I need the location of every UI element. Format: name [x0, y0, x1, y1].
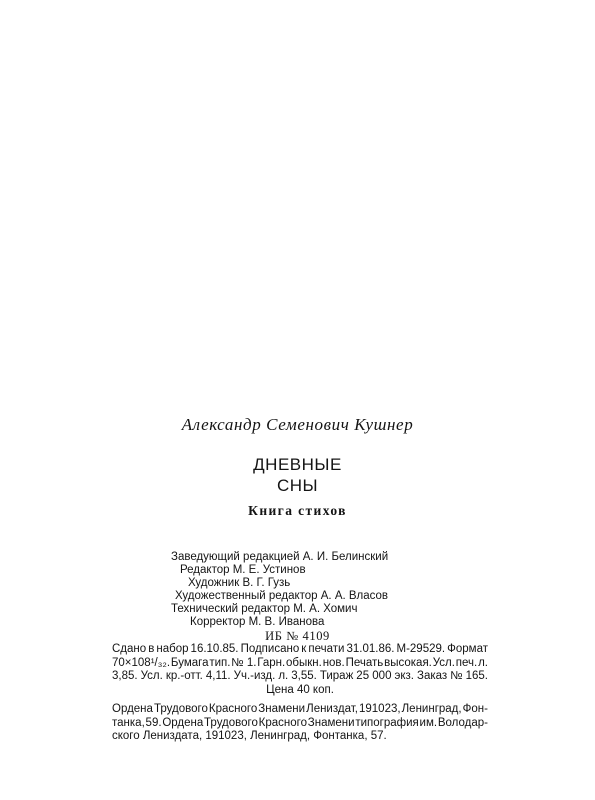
publisher-word: Трудового — [154, 703, 208, 715]
imprint-block — [112, 643, 488, 744]
print-word: Тираж — [319, 670, 354, 682]
print-word: к — [301, 643, 307, 655]
publisher-word: Красного — [258, 716, 307, 729]
publisher-word: Ордена — [112, 703, 153, 715]
print-word: тип. — [209, 656, 231, 669]
publisher-word: танка, — [112, 716, 145, 729]
book-title-line-1: ДНЕВНЫЕ — [253, 455, 342, 474]
publisher-word: 191023, — [358, 703, 401, 715]
print-info-line-3 — [112, 670, 488, 684]
publisher-word: Лениздат, — [306, 703, 358, 715]
print-word: 4,11. — [205, 670, 231, 682]
print-word: Формат — [447, 643, 488, 655]
print-word: обыкн. — [286, 656, 322, 669]
print-word: Подписано — [240, 643, 300, 655]
print-word: нов. — [322, 656, 345, 669]
print-word: 3,85. — [112, 670, 138, 682]
print-word: № — [450, 670, 463, 682]
print-word: кр.-отт. — [165, 670, 203, 682]
price-line — [112, 684, 488, 698]
print-word: Бумага — [170, 656, 209, 669]
publisher-line-3 — [112, 730, 488, 744]
credit-artist: Художник В. Г. Гузь — [188, 577, 291, 589]
credit-technical-editor: Технический редактор М. А. Хомич — [171, 603, 358, 615]
credit-managing-editor: Заведующий редакцией А. И. Белинский — [171, 551, 389, 563]
publisher-word: Знамени — [258, 703, 306, 715]
book-title-line-2: СНЫ — [276, 476, 319, 495]
print-word: Печать — [345, 656, 384, 669]
publisher-word: Знамени — [307, 716, 355, 729]
print-word: Усл. — [432, 656, 455, 669]
publisher-word: типография — [355, 716, 419, 729]
print-word: М-29529. — [396, 643, 446, 655]
print-info-line-1 — [112, 643, 488, 657]
print-word: 3,55. — [291, 670, 317, 682]
print-word: л. — [478, 656, 488, 669]
print-word: высокая. — [384, 656, 432, 669]
print-info-line-2 — [112, 657, 488, 671]
print-word: Уч.-изд. — [233, 670, 276, 682]
publisher-word: Ордена — [162, 716, 204, 729]
credit-art-editor: Художественный редактор А. А. Власов — [175, 590, 389, 602]
publisher-line-1 — [112, 703, 488, 717]
publisher-word: Фон- — [462, 703, 488, 715]
print-word: 31.01.86. — [346, 643, 395, 655]
print-word: печати — [308, 643, 345, 655]
publisher-word: Трудового — [204, 716, 258, 729]
book-subtitle: Книга стихов — [248, 503, 347, 518]
print-word: экз. — [394, 670, 414, 682]
print-word: л. — [278, 670, 289, 682]
publisher-word: им. — [419, 716, 438, 729]
publisher-word: 59. — [145, 716, 162, 729]
publisher-word: Ленинград, — [401, 703, 462, 715]
editorial-credits — [170, 551, 470, 629]
print-word: Гарн. — [257, 656, 286, 669]
price-text: Цена 40 коп. — [266, 683, 334, 696]
print-word: печ. — [455, 656, 478, 669]
print-word: Заказ — [417, 670, 448, 682]
publisher-line-2 — [112, 717, 488, 731]
print-word: Усл. — [140, 670, 163, 682]
print-word: в — [148, 643, 155, 655]
print-word: 25 000 — [356, 670, 392, 682]
publisher-address: ского Лениздата, 191023, Ленинград, Фонтанка, 57. — [112, 730, 387, 742]
publisher-word: Володар- — [437, 716, 488, 729]
credit-editor: Редактор М. Е. Устинов — [180, 564, 306, 576]
print-word: 165. — [465, 670, 488, 682]
print-word: набор — [156, 643, 189, 655]
credit-proofreader: Корректор М. В. Иванова — [190, 616, 325, 628]
print-word: № 1. — [231, 656, 257, 669]
print-word: 70×108¹/₃₂. — [112, 656, 171, 669]
print-word: Сдано — [112, 643, 147, 655]
ib-number: ИБ № 4109 — [265, 629, 330, 643]
publisher-word: Красного — [208, 703, 258, 715]
author-name: Александр Семенович Кушнер — [181, 415, 414, 434]
print-word: 16.10.85. — [190, 643, 239, 655]
